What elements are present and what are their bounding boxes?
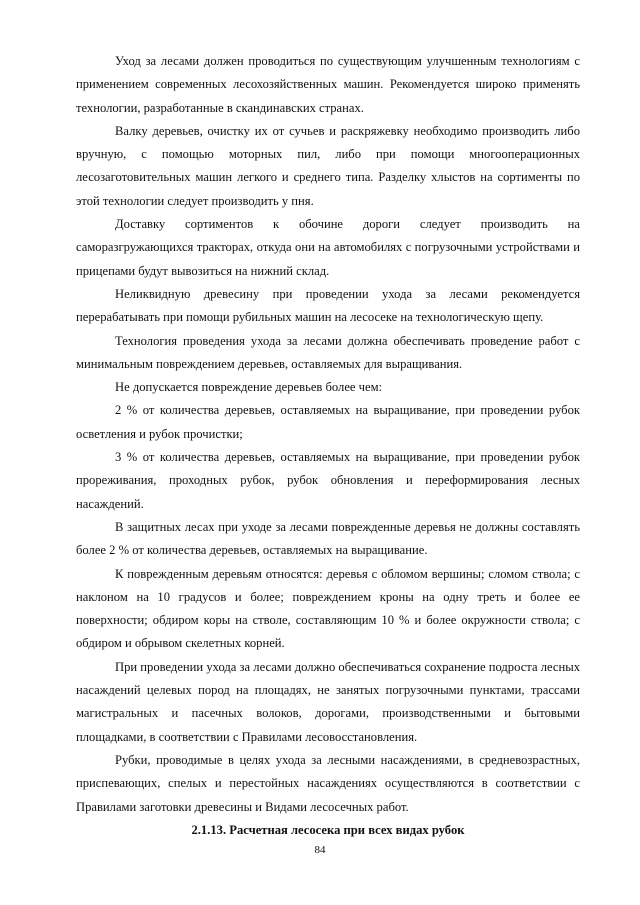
- paragraph-felling: Валку деревьев, очистку их от сучьев и раскряжевку необходимо производить либо вручную, с помощью моторных пил, либо при помощи многооперационных лесозаготовительных машин легкого и среднего типа. Разделку хлыстов на сортименты по этой технологии следует производить у пня.: [76, 123, 580, 208]
- paragraph-limit-2-percent: 2 % от количества деревьев, оставляемых на выращивание, при проведении рубок осветления и рубок прочистки;: [76, 403, 580, 441]
- paragraph-protective-forests: В защитных лесах при уходе за лесами поврежденные деревья не должны составлять более 2 % от количества деревьев, оставляемых на выращивание.: [76, 519, 580, 558]
- paragraph-damaged-trees: К поврежденным деревьям относятся: деревья с обломом вершины; сломом ствола; с наклоном на 10 градусов и более; повреждением кроны на одну треть и более ее поверхности; обдиром коры на стволе, составляющим 10 % и более окружности ствола; с обдиром и обрывом скелетных корней.: [76, 566, 580, 651]
- paragraph-undergrowth: При проведении ухода за лесами должно обеспечиваться сохранение подроста лесных насаждений целевых пород на площадях, не занятых погрузочными пунктами, трассами магистральных и пасечных волоков, дорогами, производственными и бытовыми площадками, в соответствии с Правилами лесовосстановления.: [76, 659, 580, 744]
- paragraph-delivery: Доставку сортиментов к обочине дороги следует производить на саморазгружающихся тракторах, откуда они на автомобилях с погрузочными устройствами и прицепами будут вывозиться на нижний склад.: [76, 217, 580, 278]
- paragraph-minimal-damage: Технология проведения ухода за лесами должна обеспечивать проведение работ с минимальным повреждением деревьев, оставляемых для выращивания.: [76, 333, 580, 371]
- paragraph-damage-limit: Не допускается повреждение деревьев более чем:: [115, 380, 383, 395]
- paragraph-cutting-rules: Рубки, проводимые в целях ухода за лесными насаждениями, в средневозрастных, приспевающих, спелых и перестойных насаждениях осуществляются в соответствии с Правилами заготовки древесины и Видами лесосечных работ.: [76, 752, 580, 814]
- page-number: 84: [314, 844, 326, 856]
- paragraph-care-technology: Уход за лесами должен проводиться по существующим улучшенным технологиям с применением современных лесохозяйственных машин. Рекомендуется широко применять технологии, разработанные в скандинавских странах.: [76, 54, 580, 115]
- paragraph-illiquid-wood: Неликвидную древесину при проведении ухода за лесами рекомендуется перерабатывать при помощи рубильных машин на лесосеке на технологическую щепу.: [76, 286, 580, 325]
- section-heading: 2.1.13. Расчетная лесосека при всех видах рубок: [191, 822, 465, 837]
- document-body: [76, 50, 580, 842]
- paragraph-limit-3-percent: 3 % от количества деревьев, оставляемых на выращивание, при проведении рубок прореживания, проходных рубок, рубок обновления и переформирования лесных насаждений.: [76, 450, 580, 511]
